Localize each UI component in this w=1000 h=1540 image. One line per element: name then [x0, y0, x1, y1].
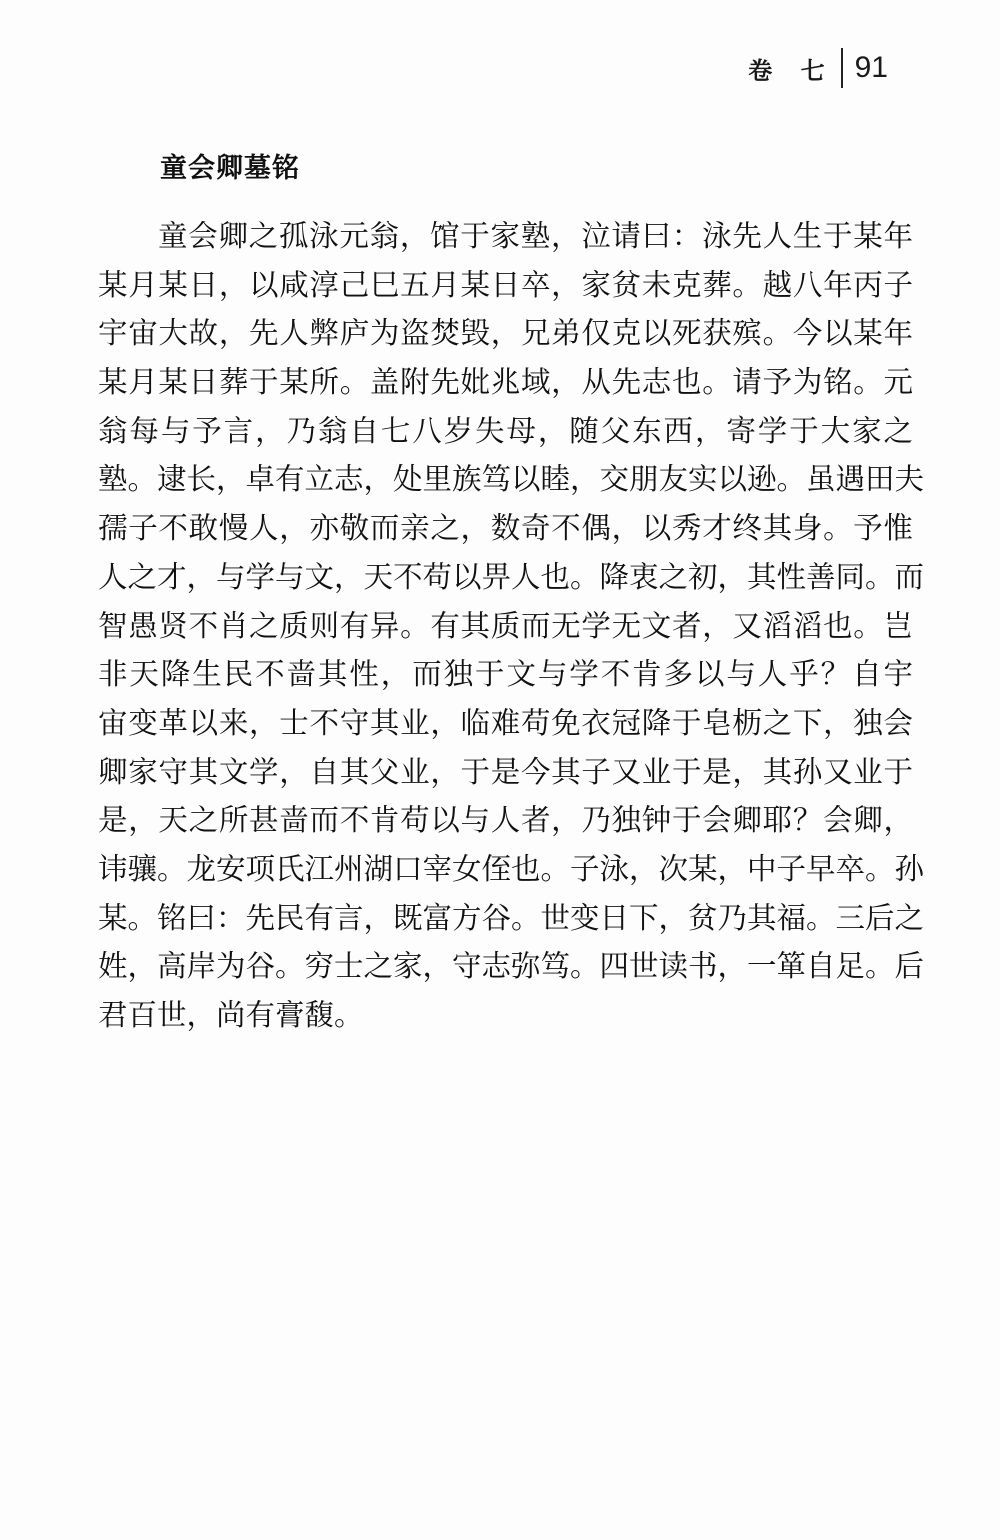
running-header	[748, 48, 888, 88]
text-line: 某。铭曰：先民有言，既富方谷。世变日下，贫乃其福。三后之	[98, 900, 925, 935]
text-line: 是，天之所甚啬而不肯苟以与人者，乃独钟于会卿耶？会卿，	[98, 803, 913, 838]
chapter-label: 卷 七	[748, 56, 835, 85]
text-line: 非天降生民不啬其性，而独于文与学不肯多以与人乎？自宇	[98, 657, 913, 692]
text-line: 智愚贤不肖之质则有异。有其质而无学无文者，又滔滔也。岂	[98, 608, 913, 643]
text-line: 君百世，尚有膏馥。	[98, 998, 364, 1032]
text-line: 姓，高岸为谷。穷士之家，守志弥笃。四世读书，一箪自足。后	[98, 949, 925, 984]
text-line: 宇宙大故，先人弊庐为盗焚毁，兄弟仅克以死获殡。今以某年	[98, 316, 913, 351]
text-line: 某月某日，以咸淳己巳五月某日卒，家贫未克葬。越八年丙子	[98, 267, 913, 302]
text-line: 人之才，与学与文，天不苟以畀人也。降衷之初，其性善同。而	[98, 559, 925, 594]
text-line: 卿家守其文学，自其父业，于是今其子又业于是，其孙又业于	[98, 754, 913, 789]
text-line: 童会卿之孤泳元翁，馆于家塾，泣请曰：泳先人生于某年	[158, 219, 913, 253]
text-line: 翁每与予言，乃翁自七八岁失母，随父东西，寄学于大家之	[98, 413, 913, 448]
article-body	[98, 212, 925, 1040]
header-divider	[841, 48, 843, 88]
text-line: 某月某日葬于某所。盖附先妣兆域，从先志也。请予为铭。元	[98, 365, 913, 400]
article-title: 童会卿墓铭	[160, 153, 300, 184]
page-number: 91	[854, 51, 888, 84]
text-line: 孺子不敢慢人，亦敬而亲之，数奇不偶，以秀才终其身。予惟	[98, 511, 913, 546]
text-line: 宙变革以来，士不守其业，临难苟免衣冠降于皂枥之下，独会	[98, 705, 913, 740]
text-line: 讳骧。龙安项氏江州湖口宰女侄也。子泳，次某，中子早卒。孙	[98, 851, 925, 886]
text-line: 塾。逮长，卓有立志，处里族笃以睦，交朋友实以逊。虽遇田夫	[98, 462, 925, 497]
